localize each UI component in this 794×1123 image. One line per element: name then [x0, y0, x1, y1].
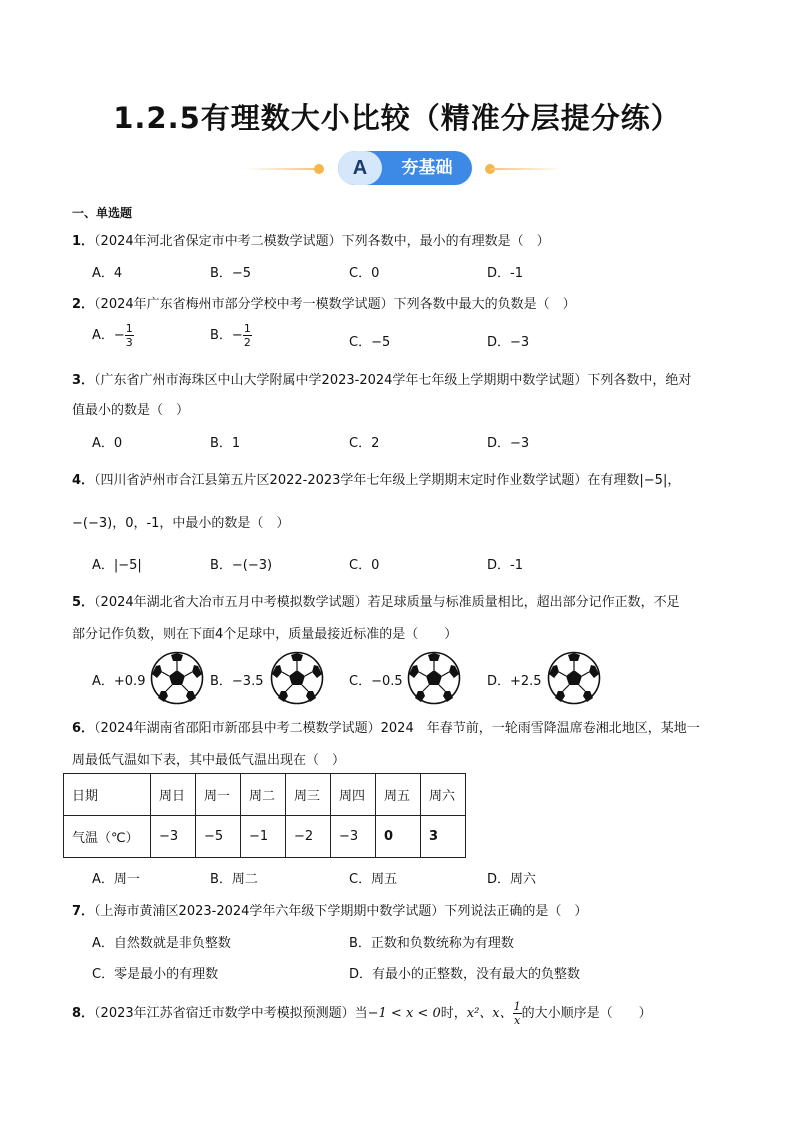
q7-option-b[interactable]: B．正数和负数统称为有理数: [349, 936, 514, 951]
question-number: 7．: [72, 904, 95, 919]
banner-pill: [338, 151, 472, 185]
soccer-ball-icon: [547, 651, 601, 705]
soccer-ball-icon: [150, 651, 204, 705]
question-text: （2024年湖南省邵阳市新邵县中考二模数学试题）2024 年春节前，一轮雨雪降温席卷湘北地区，某地一: [94, 721, 700, 736]
q3-option-d[interactable]: D．−3: [487, 436, 530, 451]
section-heading: 一、单选题: [72, 206, 133, 220]
banner-letter: A: [338, 151, 382, 185]
table-row: [64, 774, 466, 816]
q6-option-b[interactable]: B．周二: [210, 872, 258, 887]
table-cell: −5: [196, 816, 241, 858]
fraction: [513, 1000, 522, 1027]
condition-expression: −1 < x < 0: [367, 1006, 441, 1021]
q3-option-a[interactable]: A．0: [92, 436, 123, 451]
question-8: [72, 1000, 652, 1027]
option-label: A．−: [92, 328, 125, 343]
question-3-line-2: 值最小的数是（ ）: [72, 403, 190, 418]
question-2: [72, 293, 576, 312]
denominator: 3: [125, 336, 133, 349]
table-cell: 周一: [196, 774, 241, 816]
q6-option-d[interactable]: D．周六: [487, 872, 537, 887]
question-4-line-2: −(−3)，0，-1，中最小的数是（ ）: [72, 516, 290, 531]
banner-line-right: [490, 168, 564, 170]
numerator: 1: [513, 1000, 521, 1013]
soccer-ball-icon: [407, 651, 461, 705]
table-cell: 0: [376, 816, 421, 858]
expression-list: x²、x、: [466, 1006, 513, 1021]
question-3: [72, 369, 691, 388]
q4-option-b[interactable]: B．−(−3): [210, 558, 273, 573]
q4-option-a[interactable]: A．|−5|: [92, 558, 142, 573]
table-cell: 周六: [421, 774, 466, 816]
question-4: [72, 469, 680, 488]
page-title: 1.2.5有理数大小比较（精准分层提分练）: [113, 101, 681, 135]
numerator: 1: [243, 322, 251, 335]
q4-option-c[interactable]: C．0: [349, 558, 380, 573]
q5-option-c[interactable]: C．−0.5: [349, 674, 403, 689]
q2-option-c[interactable]: C．−5: [349, 335, 391, 350]
q4-option-d[interactable]: D．-1: [487, 558, 523, 573]
q5-option-d[interactable]: D．+2.5: [487, 674, 542, 689]
question-number: 5．: [72, 595, 95, 610]
table-cell: 3: [421, 816, 466, 858]
question-number: 6．: [72, 721, 95, 736]
question-6: [72, 717, 700, 736]
q6-option-c[interactable]: C．周五: [349, 872, 398, 887]
q2-option-b[interactable]: [210, 322, 252, 349]
q7-option-c[interactable]: C．零是最小的有理数: [92, 967, 219, 982]
question-text: （2024年河北省保定市中考二模数学试题）下列各数中，最小的有理数是（ ）: [94, 234, 550, 249]
table-cell: 周四: [331, 774, 376, 816]
table-cell: −2: [286, 816, 331, 858]
q3-option-b[interactable]: B．1: [210, 436, 241, 451]
q2-option-a[interactable]: [92, 322, 134, 349]
fraction: [243, 322, 252, 349]
question-text: （2023年江苏省宿迁市数学中考模拟预测题）当: [94, 1006, 368, 1021]
question-number: 8．: [72, 1006, 95, 1021]
table-cell: −3: [331, 816, 376, 858]
table-cell: 气温（℃）: [64, 816, 151, 858]
question-text: （上海市黄浦区2023-2024学年六年级下学期期中数学试题）下列说法正确的是（ ）: [94, 904, 588, 919]
table-cell: 周三: [286, 774, 331, 816]
question-text: （2024年湖北省大冶市五月中考模拟数学试题）若足球质量与标准质量相比，超出部分记作正数，不足: [94, 595, 680, 610]
table-cell: 周二: [241, 774, 286, 816]
question-text: 的大小顺序是（ ）: [521, 1006, 652, 1021]
question-6-line-2: 周最低气温如下表，其中最低气温出现在（ ）: [72, 753, 346, 768]
banner-label: 夯基础: [401, 158, 453, 178]
question-7: [72, 900, 587, 919]
question-text: （四川省泸州市合江县第五片区2022-2023学年七年级上学期期末定时作业数学试题）在有理数|−5|，: [94, 473, 681, 488]
banner-dot-left: [314, 164, 324, 174]
question-1: [72, 230, 550, 249]
q7-option-a[interactable]: A．自然数就是非负整数: [92, 936, 231, 951]
q2-option-d[interactable]: D．−3: [487, 335, 530, 350]
question-number: 1．: [72, 234, 95, 249]
soccer-ball-icon: [270, 651, 324, 705]
q5-option-b[interactable]: B．−3.5: [210, 674, 264, 689]
numerator: 1: [125, 322, 133, 335]
q5-option-a[interactable]: A．+0.9: [92, 674, 146, 689]
q1-option-c[interactable]: C．0: [349, 266, 380, 281]
banner-line-left: [244, 168, 318, 170]
q7-option-d[interactable]: D．有最小的正整数，没有最大的负整数: [349, 967, 581, 982]
q1-option-d[interactable]: D．-1: [487, 266, 523, 281]
table-cell: −3: [151, 816, 196, 858]
q3-option-c[interactable]: C．2: [349, 436, 380, 451]
fraction: [125, 322, 134, 349]
question-5: [72, 591, 680, 610]
table-cell: 周日: [151, 774, 196, 816]
question-number: 2．: [72, 297, 95, 312]
question-5-line-2: 部分记作负数，则在下面4个足球中，质量最接近标准的是（ ）: [72, 627, 458, 642]
table-cell: 周五: [376, 774, 421, 816]
table-row: [64, 816, 466, 858]
denominator: 2: [243, 336, 251, 349]
q1-option-a[interactable]: A．4: [92, 266, 123, 281]
temperature-table: [63, 773, 466, 858]
table-cell: −1: [241, 816, 286, 858]
question-text: （2024年广东省梅州市部分学校中考一模数学试题）下列各数中最大的负数是（ ）: [94, 297, 576, 312]
question-text: 时，: [440, 1006, 467, 1021]
q6-option-a[interactable]: A．周一: [92, 872, 140, 887]
option-label: B．−: [210, 328, 243, 343]
section-banner: [0, 150, 794, 186]
table-cell: 日期: [64, 774, 151, 816]
q1-option-b[interactable]: B．−5: [210, 266, 252, 281]
denominator: x: [514, 1014, 521, 1027]
question-number: 4．: [72, 473, 95, 488]
question-number: 3．: [72, 373, 95, 388]
question-text: （广东省广州市海珠区中山大学附属中学2023-2024学年七年级上学期期中数学试题）下列各数中，绝对: [94, 373, 692, 388]
